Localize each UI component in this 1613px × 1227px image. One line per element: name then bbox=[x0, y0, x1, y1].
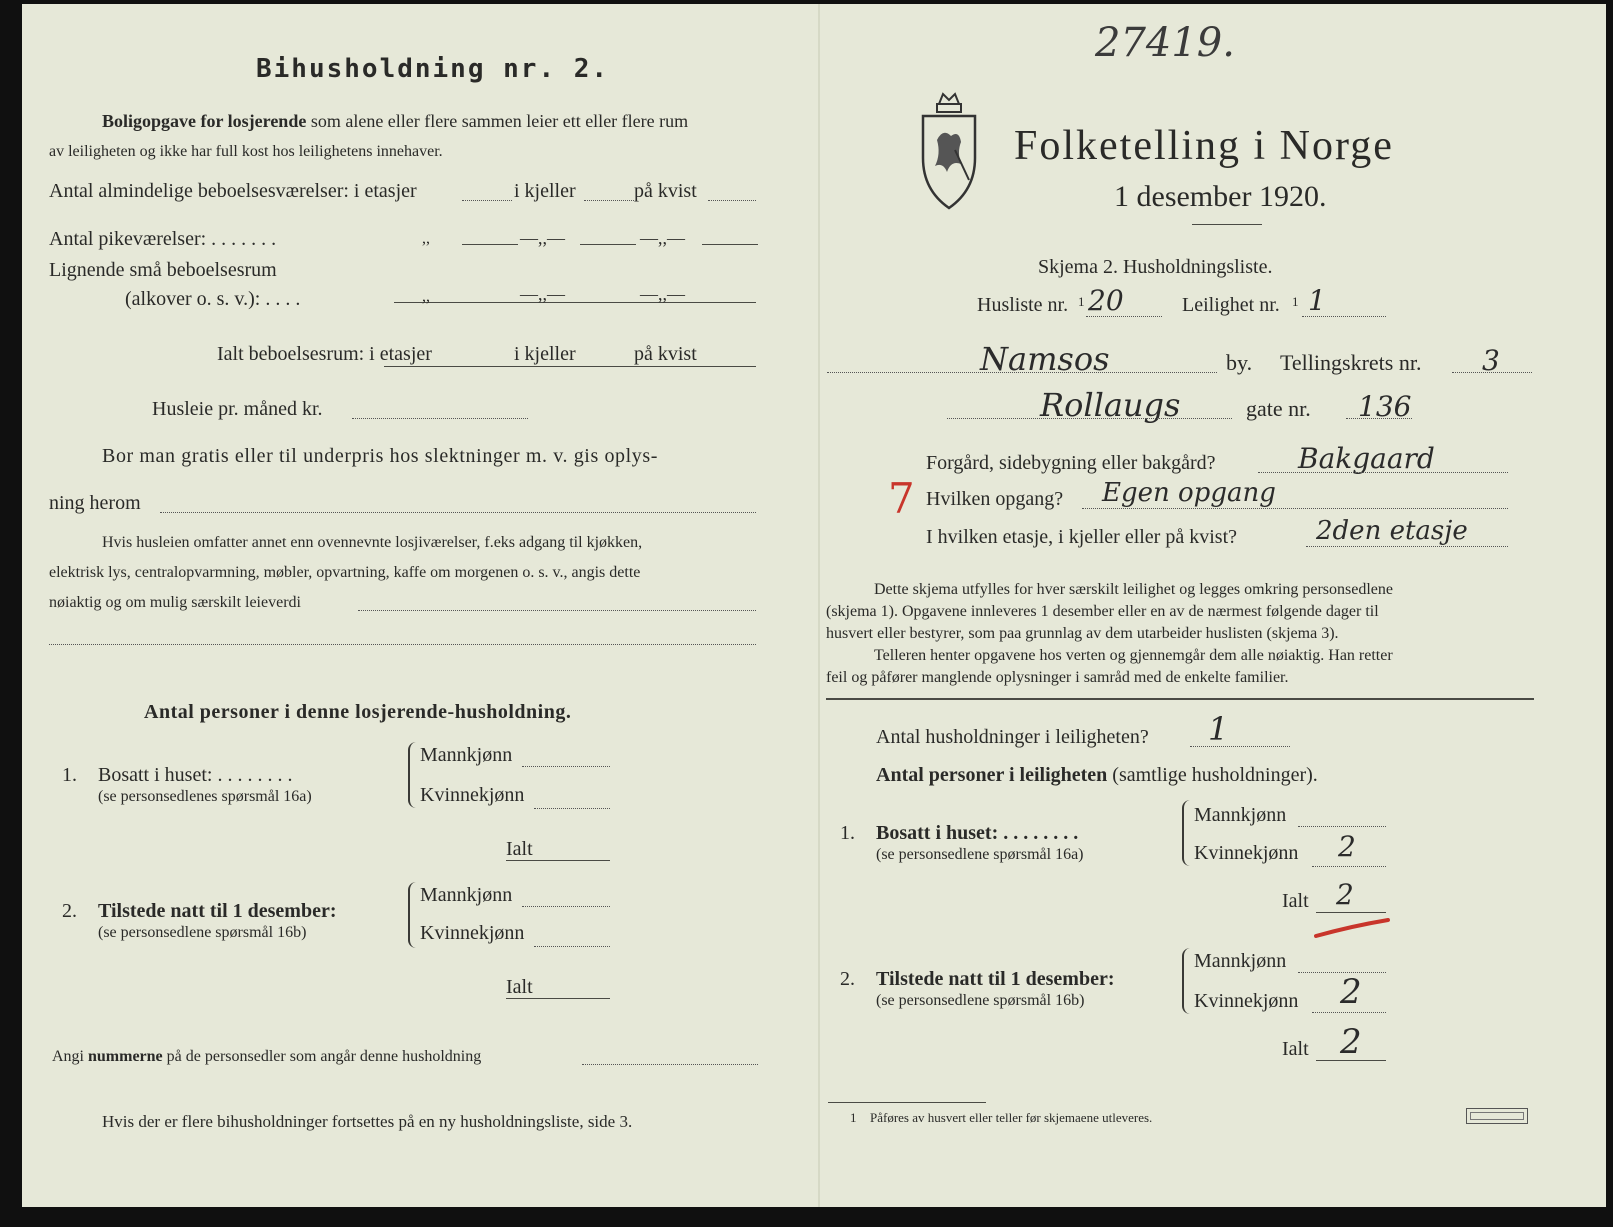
left-q2-sub: (se personsedlene spørsmål 16b) bbox=[98, 924, 307, 941]
husleie-label: Husleie pr. måned kr. bbox=[152, 398, 323, 420]
printer-stamp bbox=[1466, 1108, 1528, 1124]
census-sheet bbox=[22, 4, 1606, 1207]
rooms-etasjer-line bbox=[462, 200, 512, 201]
pike-ditto: ,, bbox=[422, 230, 430, 247]
right-q1-sub: (se personsedlene spørsmål 16a) bbox=[876, 846, 1084, 863]
etasje-value[interactable]: 2den etasje bbox=[1316, 516, 1468, 546]
red-mark: 7 bbox=[888, 474, 915, 523]
antal-hush-value[interactable]: 1 bbox=[1208, 710, 1229, 748]
footnote-rule bbox=[828, 1102, 986, 1103]
pike-line-1 bbox=[462, 244, 518, 245]
angi-bold: nummerne bbox=[88, 1048, 163, 1065]
angi-pre: Angi bbox=[52, 1048, 84, 1065]
left-q2-kvinne-line bbox=[534, 946, 610, 947]
right-q2-kvinne: Kvinnekjønn bbox=[1194, 990, 1299, 1012]
intro-bold: Boligopgave for losjerende bbox=[102, 111, 307, 131]
lignende-ditto-2: —,,— bbox=[520, 284, 565, 304]
pike-ditto-3: —,,— bbox=[640, 228, 685, 248]
right-q2-kvinne-value[interactable]: 2 bbox=[1340, 972, 1362, 1012]
opgang-line bbox=[1082, 508, 1508, 509]
leilighet-value[interactable]: 1 bbox=[1308, 284, 1326, 317]
right-q1-kvinne-line bbox=[1312, 866, 1386, 867]
right-q2-num: 2. bbox=[840, 968, 855, 990]
krets-line bbox=[1452, 372, 1532, 373]
right-title: Folketelling i Norge bbox=[1014, 123, 1394, 169]
left-intro-line2: av leiligheten og ikke har full kost hos leilighetens innehaver. bbox=[49, 143, 443, 160]
dette-3: husvert eller bestyrer, som paa grunnlag av dem utarbeider huslisten (skjema 3). bbox=[826, 625, 1339, 642]
left-q1-num: 1. bbox=[62, 764, 77, 786]
left-q2-kvinne: Kvinnekjønn bbox=[420, 922, 525, 944]
right-q2-brace bbox=[1182, 948, 1190, 1014]
right-q2-kvinne-line bbox=[1312, 1012, 1386, 1013]
right-divider bbox=[826, 698, 1534, 700]
left-title: Bihusholdning nr. 2. bbox=[256, 54, 610, 84]
husliste-value[interactable]: 20 bbox=[1088, 284, 1124, 317]
page-fold bbox=[818, 4, 820, 1207]
pike-ditto-2: —,,— bbox=[520, 228, 565, 248]
right-q2-ialt: Ialt bbox=[1282, 1038, 1309, 1060]
rooms-label: Antal almindelige beboelsesværelser: i etasjer bbox=[49, 180, 417, 202]
lignende-1: Lignende små beboelsesrum bbox=[49, 259, 277, 281]
right-q1-ialt-value[interactable]: 2 bbox=[1336, 878, 1354, 911]
left-q1-mann-line bbox=[522, 766, 610, 767]
left-q2-ialt-line bbox=[506, 998, 610, 999]
husliste-label: Husliste nr. bbox=[977, 294, 1069, 316]
rooms-kvist-line bbox=[708, 200, 756, 201]
bor-line bbox=[160, 512, 756, 513]
right-q2-sub: (se personsedlene spørsmål 16b) bbox=[876, 992, 1085, 1009]
left-q1-label: Bosatt i huset: . . . . . . . . bbox=[98, 764, 293, 786]
hvis-line bbox=[358, 610, 756, 611]
footnote-mark: 1 bbox=[850, 1110, 857, 1125]
right-q2-ialt-line bbox=[1316, 1060, 1386, 1061]
etasje-line bbox=[1306, 546, 1508, 547]
street-line bbox=[947, 418, 1232, 419]
husliste-footnote: 1 bbox=[1078, 294, 1085, 309]
city-value[interactable]: Namsos bbox=[980, 340, 1110, 378]
hvis-line-3: nøiaktig og om mulig særskilt leieverdi bbox=[49, 594, 301, 611]
dette-1: Dette skjema utfylles for hver særskilt leilighet og legges omkring personsedlene bbox=[874, 581, 1393, 598]
lignende-ditto-3: —,,— bbox=[640, 284, 685, 304]
left-q1-kvinne-line bbox=[534, 808, 610, 809]
left-q1-ialt: Ialt bbox=[506, 838, 533, 860]
pike-label: Antal pikeværelser: . . . . . . . bbox=[49, 228, 277, 250]
krets-label: Tellingskrets nr. bbox=[1280, 350, 1422, 375]
antal-hush-line bbox=[1190, 746, 1290, 747]
angi-line bbox=[52, 1048, 481, 1066]
left-q2-num: 2. bbox=[62, 900, 77, 922]
right-footnote: Påføres av husvert eller teller før skjemaene utleveres. bbox=[870, 1110, 1153, 1125]
right-date: 1 desember 1920. bbox=[1114, 180, 1327, 213]
lignende-2: (alkover o. s. v.): . . . . bbox=[125, 288, 301, 310]
antal-pers-rest: (samtlige husholdninger). bbox=[1112, 764, 1318, 786]
left-q1-brace bbox=[408, 742, 416, 808]
pike-line-2 bbox=[580, 244, 636, 245]
dette-5: feil og påfører manglende oplysninger i samråd med de enkelte familier. bbox=[826, 669, 1289, 686]
left-antal-heading: Antal personer i denne losjerende-husholdning. bbox=[144, 701, 572, 723]
left-q1-mann: Mannkjønn bbox=[420, 744, 513, 766]
ialt-kvist: på kvist bbox=[634, 343, 697, 365]
date-underline bbox=[1192, 224, 1262, 225]
red-check-stroke-icon bbox=[1312, 916, 1392, 942]
etasje-label: I hvilken etasje, i kjeller eller på kvist? bbox=[926, 526, 1237, 548]
left-q2-mann-line bbox=[522, 906, 610, 907]
hvis-line-extra bbox=[49, 644, 756, 645]
husleie-line bbox=[352, 418, 528, 419]
left-footer: Hvis der er flere bihusholdninger fortsettes på en ny husholdningsliste, side 3. bbox=[102, 1112, 633, 1131]
forgard-line bbox=[1258, 472, 1508, 473]
pike-line-3 bbox=[702, 244, 758, 245]
left-q2-label: Tilstede natt til 1 desember: bbox=[98, 900, 337, 922]
rooms-kjeller-line bbox=[584, 200, 634, 201]
lignende-ditto: ,, bbox=[422, 288, 430, 305]
gate-value[interactable]: 136 bbox=[1358, 390, 1412, 423]
left-q2-brace bbox=[408, 882, 416, 948]
right-q1-brace bbox=[1182, 800, 1190, 866]
bor-line-2: ning herom bbox=[49, 492, 141, 514]
left-q2-mann: Mannkjønn bbox=[420, 884, 513, 906]
right-q1-kvinne-value[interactable]: 2 bbox=[1338, 830, 1356, 863]
antal-hush-label: Antal husholdninger i leiligheten? bbox=[876, 726, 1149, 748]
ialt-rooms-line bbox=[384, 366, 756, 367]
left-q1-sub: (se personsedlenes spørsmål 16a) bbox=[98, 788, 312, 805]
right-q1-mann: Mannkjønn bbox=[1194, 804, 1287, 826]
left-q1-ialt-line bbox=[506, 860, 610, 861]
skjema-label: Skjema 2. Husholdningsliste. bbox=[1038, 256, 1273, 278]
leilighet-footnote: 1 bbox=[1292, 294, 1299, 309]
antal-pers-bold: Antal personer i leiligheten bbox=[876, 764, 1108, 786]
angi-dotted bbox=[582, 1064, 758, 1065]
right-q1-ialt-line bbox=[1316, 912, 1386, 913]
city-line bbox=[827, 372, 1217, 373]
lignende-line bbox=[394, 302, 756, 303]
rooms-kjeller: i kjeller bbox=[514, 180, 576, 202]
gate-label: gate nr. bbox=[1246, 396, 1311, 421]
hvis-line-1: Hvis husleien omfatter annet enn ovennevnte losjiværelser, f.eks adgang til kjøkken, bbox=[102, 534, 643, 551]
leilighet-label: Leilighet nr. bbox=[1182, 294, 1280, 316]
left-q2-ialt: Ialt bbox=[506, 976, 533, 998]
right-q1-label: Bosatt i huset: . . . . . . . . bbox=[876, 822, 1079, 844]
right-q1-ialt: Ialt bbox=[1282, 890, 1309, 912]
dette-2: (skjema 1). Opgavene innleveres 1 desember eller en av de nærmest følgende dager til bbox=[826, 603, 1379, 620]
husliste-line bbox=[1086, 316, 1162, 317]
opgang-label: Hvilken opgang? bbox=[926, 488, 1064, 510]
gate-line bbox=[1346, 418, 1412, 419]
krets-value[interactable]: 3 bbox=[1482, 344, 1500, 377]
right-q1-kvinne: Kvinnekjønn bbox=[1194, 842, 1299, 864]
by-label: by. bbox=[1226, 350, 1253, 375]
coat-of-arms-icon bbox=[917, 90, 981, 212]
leilighet-line bbox=[1302, 316, 1386, 317]
street-value[interactable]: Rollaugs bbox=[1040, 386, 1181, 424]
forgard-label: Forgård, sidebygning eller bakgård? bbox=[926, 452, 1216, 474]
intro-rest: som alene eller flere sammen leier ett eller flere rum bbox=[310, 111, 689, 131]
right-q2-mann: Mannkjønn bbox=[1194, 950, 1287, 972]
left-intro bbox=[102, 111, 688, 132]
antal-pers-line bbox=[876, 764, 1318, 787]
ialt-kjeller: i kjeller bbox=[514, 343, 576, 365]
archive-number: 27419. bbox=[1095, 20, 1235, 66]
bor-line-1: Bor man gratis eller til underpris hos slektninger m. v. gis oplys- bbox=[102, 445, 659, 467]
right-q2-label: Tilstede natt til 1 desember: bbox=[876, 968, 1115, 990]
dette-4: Telleren henter opgavene hos verten og gjennemgår dem alle nøiaktig. Han retter bbox=[874, 647, 1393, 664]
right-q2-ialt-value[interactable]: 2 bbox=[1340, 1022, 1362, 1062]
angi-rest: på de personsedler som angår denne husholdning bbox=[166, 1048, 482, 1065]
right-q1-num: 1. bbox=[840, 822, 855, 844]
right-q1-mann-line bbox=[1298, 826, 1386, 827]
left-q1-kvinne: Kvinnekjønn bbox=[420, 784, 525, 806]
hvis-line-2: elektrisk lys, centralopvarmning, møbler, opvartning, kaffe om morgenen o. s. v., angis dette bbox=[49, 564, 641, 581]
forgard-value[interactable]: Bakgaard bbox=[1298, 442, 1435, 475]
opgang-value[interactable]: Egen opgang bbox=[1102, 478, 1276, 508]
ialt-rooms-label: Ialt beboelsesrum: i etasjer bbox=[217, 343, 432, 365]
rooms-kvist: på kvist bbox=[634, 180, 697, 202]
